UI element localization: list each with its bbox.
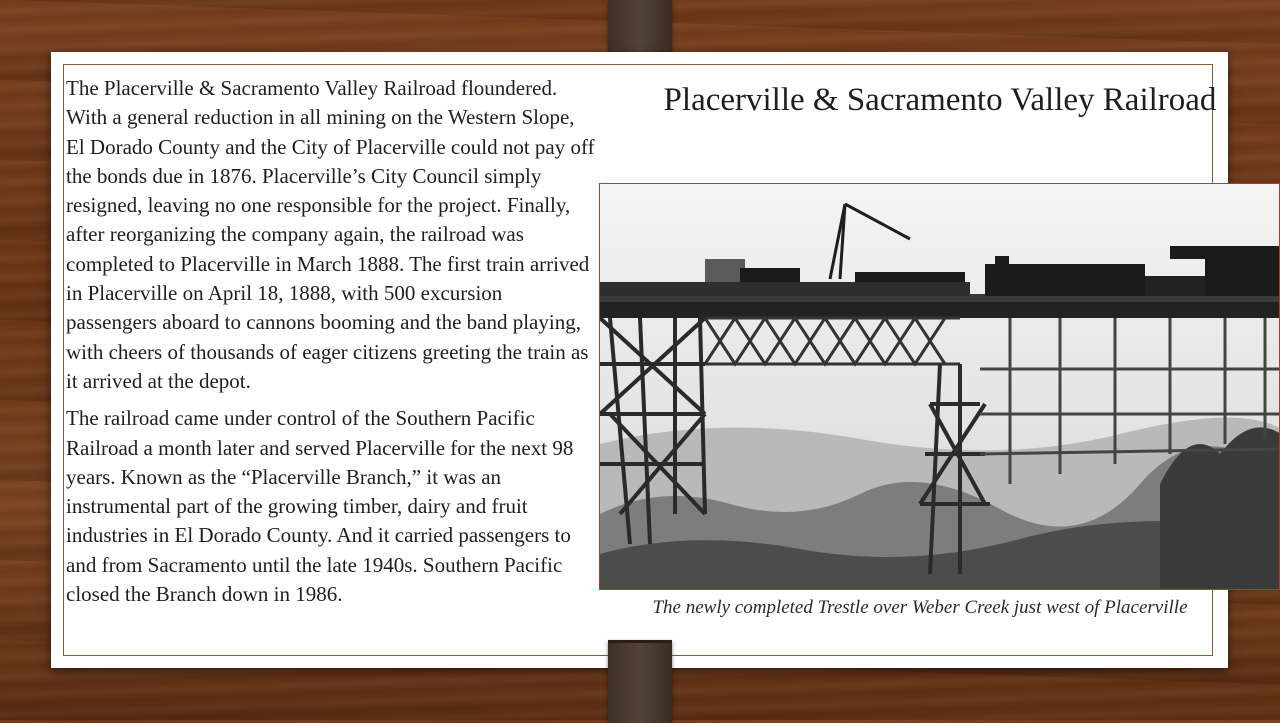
- trestle-photo: [599, 183, 1280, 590]
- paragraph-history: The Placerville & Sacramento Valley Railroad floundered. With a general reduction in all mining on the Western Slope, El Dorado County and the City of Placerville could not pay off the bonds due in 1876. Placerville’s City Council simply resigned, leaving no one responsible for the project. Finally, after reorganizing the company again, the railroad was completed to Placerville in March 1888. The first train arrived in Placerville on April 18, 1888, with 500 excursion passengers aboard to cannons booming and the band playing, with cheers of thousands of eager citizens greeting the train as it arrived at the depot.: [66, 76, 595, 393]
- bottom-binder-strap: [608, 640, 672, 723]
- paragraph-southern-pacific: The railroad came under control of the Southern Pacific Railroad a month later and served Placerville for the next 98 years. Known as the “Placerville Branch,” it was an instrumental part of the growing timber, dairy and fruit industries in El Dorado County. And it carried passengers to and from Sacramento until the late 1940s. Southern Pacific closed the Branch down in 1986.: [66, 406, 574, 607]
- body-text: [66, 74, 596, 617]
- slide-title: Placerville & Sacramento Valley Railroad: [663, 82, 1217, 118]
- photo-caption: The newly completed Trestle over Weber Creek just west of Placerville: [652, 597, 1188, 618]
